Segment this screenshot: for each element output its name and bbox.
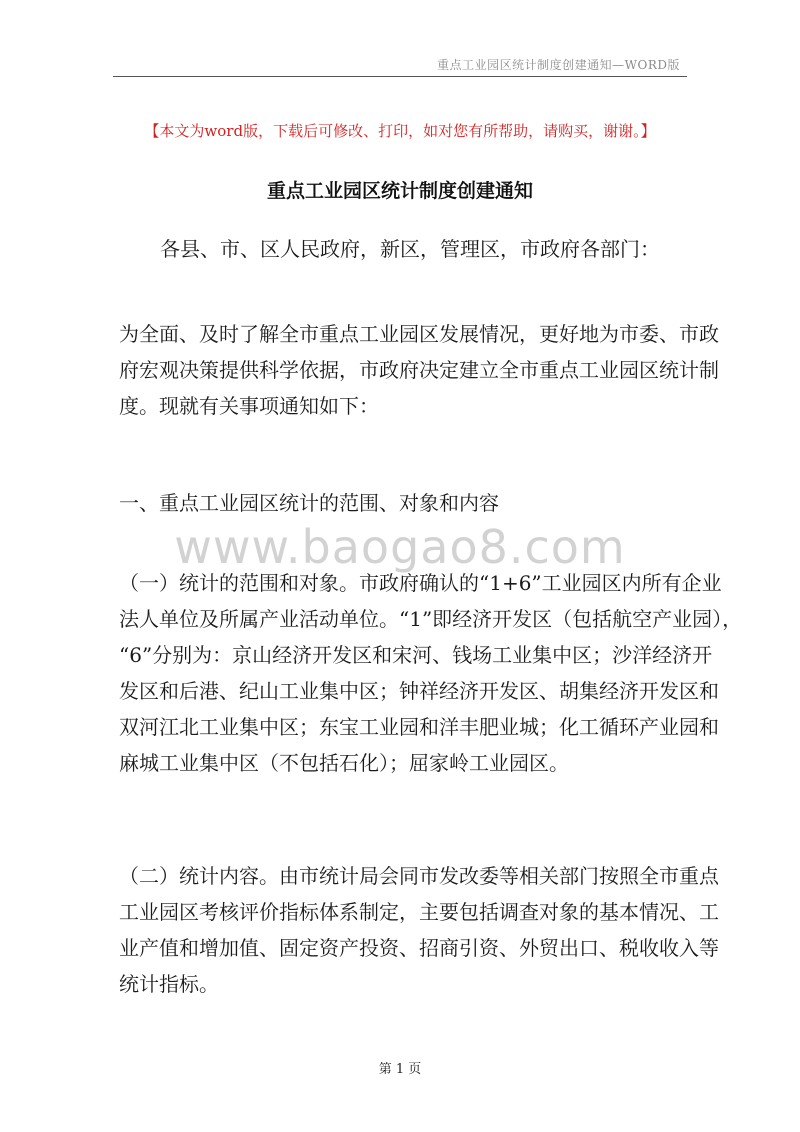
paragraph-line: 麻城工业集中区（不包括石化）；屈家岭工业园区。 bbox=[119, 751, 569, 775]
paragraph-line: “6”分别为：京山经济开发区和宋河、钱场工业集中区；沙洋经济开 bbox=[119, 643, 713, 667]
salutation: 各县、市、区人民政府，新区，管理区，市政府各部门： bbox=[160, 237, 660, 261]
paragraph-line: 工业园区考核评价指标体系制定，主要包括调查对象的基本情况、工 bbox=[119, 900, 719, 924]
item-2-paragraph bbox=[119, 858, 719, 1002]
document-title: 重点工业园区统计制度创建通知 bbox=[266, 180, 533, 202]
paragraph-line: 双河江北工业集中区；东宝工业园和洋丰肥业城；化工循环产业园和 bbox=[119, 715, 719, 739]
paragraph-line: 度。现就有关事项通知如下： bbox=[119, 394, 379, 418]
purchase-notice: 【本文为word版，下载后可修改、打印，如对您有所帮助，请购买，谢谢。】 bbox=[144, 122, 656, 140]
paragraph-line: 统计指标。 bbox=[119, 972, 219, 996]
paragraph-line: （二）统计内容。由市统计局会同市发改委等相关部门按照全市重点 bbox=[119, 864, 719, 888]
paragraph-line: （一）统计的范围和对象。市政府确认的“1+6”工业园区内所有企业 bbox=[119, 571, 722, 595]
paragraph-line: 业产值和增加值、固定资产投资、招商引资、外贸出口、税收收入等 bbox=[119, 936, 719, 960]
header-divider bbox=[113, 76, 687, 77]
intro-paragraph bbox=[119, 316, 719, 424]
running-header-title: 重点工业园区统计制度创建通知—WORD版 bbox=[437, 58, 680, 72]
watermark: www.baogao8.com bbox=[174, 520, 626, 574]
section-heading-1: 一、重点工业园区统计的范围、对象和内容 bbox=[119, 491, 499, 515]
paragraph-line: 发区和后港、纪山工业集中区；钟祥经济开发区、胡集经济开发区和 bbox=[119, 679, 719, 703]
paragraph-line: 为全面、及时了解全市重点工业园区发展情况，更好地为市委、市政 bbox=[119, 322, 719, 346]
paragraph-line: 府宏观决策提供科学依据，市政府决定建立全市重点工业园区统计制 bbox=[119, 358, 719, 382]
item-1-paragraph bbox=[119, 565, 743, 781]
page-number: 第 1 页 bbox=[378, 1062, 422, 1077]
paragraph-line: 法人单位及所属产业活动单位。“1”即经济开发区（包括航空产业园）， bbox=[119, 607, 743, 631]
